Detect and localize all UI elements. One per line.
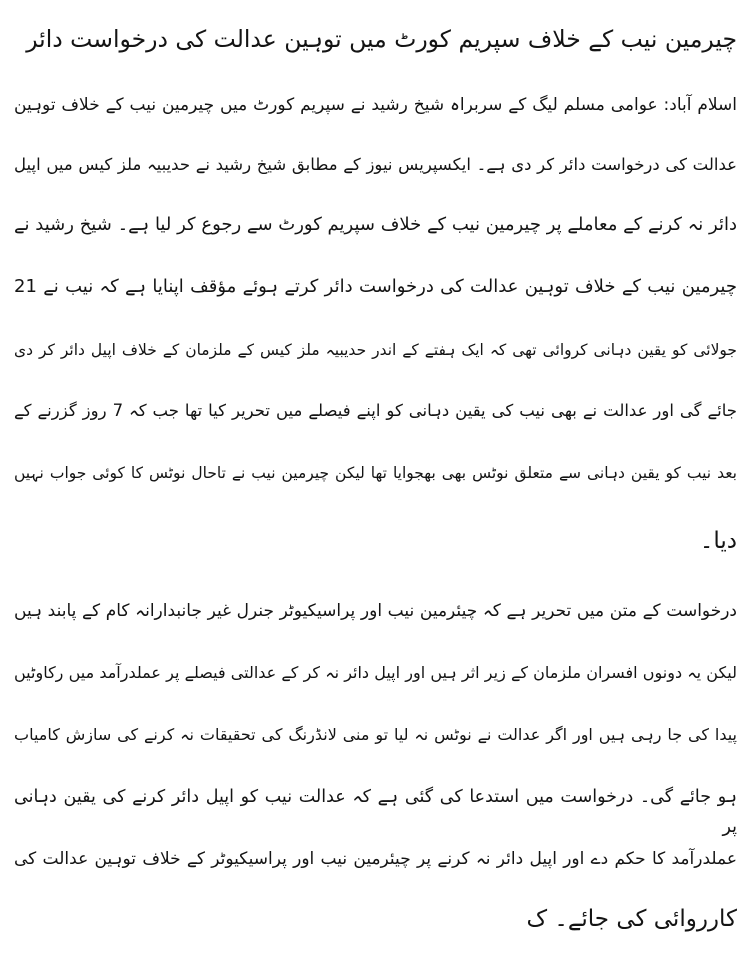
- headline: چیرمین نیب کے خلاف سپریم کورٹ میں توہین عدالت کی درخواست دائر: [26, 25, 737, 53]
- paragraph-line: جولائی کو یقین دہانی کروائی تھی کہ ایک ہفتے کے اندر حدیبیہ ملز کیس کے ملزمان کے خلاف اپیل دائر کر دی: [14, 341, 737, 359]
- paragraph-line: بعد نیب کو یقین دہانی سے متعلق نوٹس بھی بھجوایا تھا لیکن چیرمین نیب نے تاحال نوٹس کا کوئی جواب نہیں: [14, 464, 737, 482]
- paragraph-line: عملدرآمد کا حکم دے اور اپیل دائر نہ کرنے پر چیئرمین نیب اور پراسیکیوٹر کے خلاف توہین عدالت کی: [14, 849, 737, 869]
- paragraph-line: درخواست کے متن میں تحریر ہے کہ چیئرمین نیب اور پراسیکیوٹر جنرل غیر جانبدارانہ کام کے پابند ہیں: [14, 601, 737, 621]
- paragraph-line: جائے گی اور عدالت نے بھی نیب کی یقین دہانی کو اپنے فیصلے میں تحریر کیا تھا جب کہ 7 روز گزرنے کے: [14, 401, 737, 420]
- paragraph-line: لیکن یہ دونوں افسران ملزمان کے زیر اثر ہیں اور اپیل دائر نہ کر کے عدالتی فیصلے پر عملدرآمد میں رکاوٹیں: [14, 663, 737, 682]
- paragraph-line: عدالت کی درخواست دائر کر دی ہے۔ ایکسپریس نیوز کے مطابق شیخ رشید نے حدیبیہ ملز کیس میں اپیل: [14, 155, 737, 174]
- paragraph-line: کارروائی کی جائے۔ ک: [526, 906, 737, 932]
- paragraph-line: دائر نہ کرنے کے معاملے پر چیرمین نیب کے خلاف سپریم کورٹ سے رجوع کر لیا ہے۔ شیخ رشید نے: [14, 214, 737, 235]
- paragraph-line: دیا۔: [699, 528, 737, 554]
- paragraph-line: ہو جائے گی۔ درخواست میں استدعا کی گئی ہے کہ عدالت نیب کو اپیل دائر کرنے کی یقین دہانی پر: [14, 787, 737, 837]
- paragraph-line: اسلام آباد: عوامی مسلم لیگ کے سربراہ شیخ رشید نے سپریم کورٹ میں چیرمین نیب کے خلاف توہین: [14, 95, 737, 115]
- paragraph-line: پیدا کی جا رہی ہیں اور اگر عدالت نے نوٹس نہ لیا تو منی لانڈرنگ کی تحقیقات نہ کرنے کی سازش کامیاب: [14, 725, 737, 744]
- paragraph-line: چیرمین نیب کے خلاف توہین عدالت کی درخواست دائر کرتے ہوئے مؤقف اپنایا ہے کہ نیب نے 21: [14, 276, 737, 297]
